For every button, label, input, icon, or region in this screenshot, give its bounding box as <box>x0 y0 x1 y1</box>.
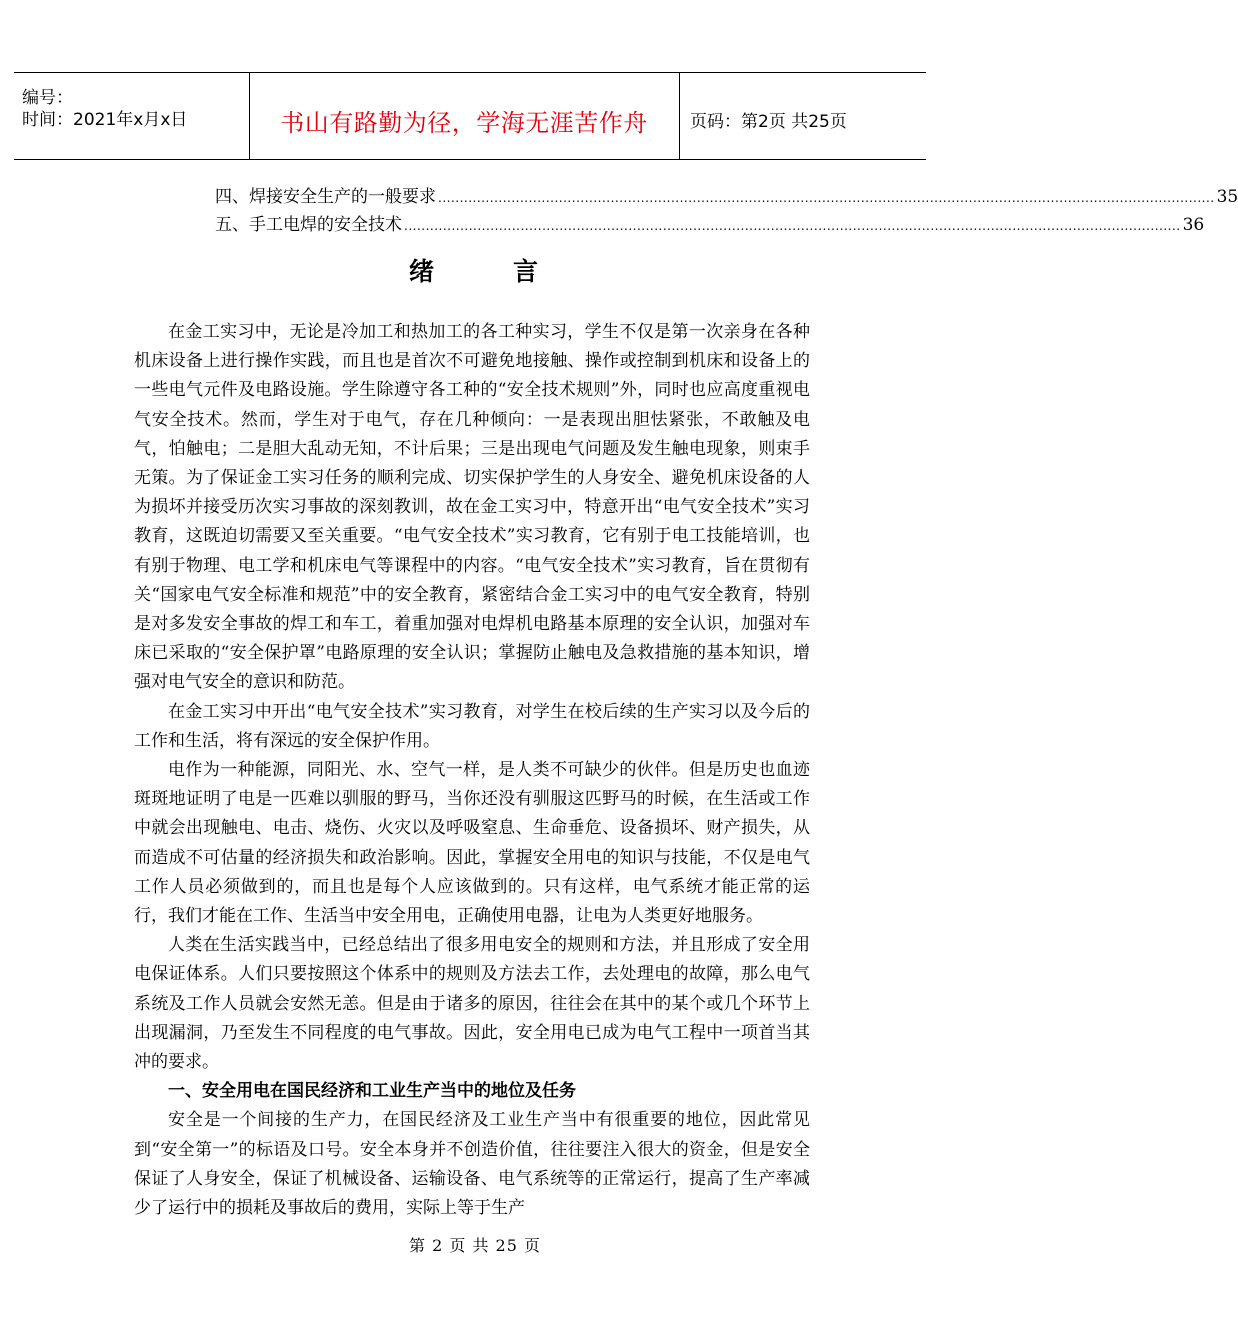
title-char-1: 绪 <box>408 257 437 286</box>
title-char-2: 言 <box>513 257 542 286</box>
header-motto: 书山有路勤为径，学海无涯苦作舟 <box>280 109 648 137</box>
toc-leader-dots: .................................................................................................................................................................................... <box>438 191 1215 205</box>
paragraph: 安全是一个间接的生产力，在国民经济及工业生产当中有很重要的地位，因此常见到“安全第一”的标语及口号。安全本身并不创造价值，往往要注入很大的资金，但是安全保证了人身安全，保证了机械设备、运输设备、电气系统等的正常运行，提高了生产率减少了运行中的损耗及事故后的费用，实际上等于生产 <box>134 1110 810 1219</box>
body-text <box>134 318 810 1223</box>
toc-entry[interactable] <box>215 186 1238 209</box>
toc-leader-dots: .................................................................................................................................................................................... <box>404 219 1181 233</box>
paragraph: 在金工实习中，无论是冷加工和热加工的各工种实习，学生不仅是第一次亲身在各种机床设备上进行操作实践，而且也是首次不可避免地接触、操作或控制到机床和设备上的一些电气元件及电路设施。学生除遵守各工种的“安全技术规则”外，同时也应高度重视电气安全技术。然而，学生对于电气，存在几种倾向：一是表现出胆怯紧张，不敢触及电气，怕触电；二是胆大乱动无知，不计后果；三是出现电气问题及发生触电现象，则束手无策。为了保证金工实习任务的顺利完成、切实保护学生的人身安全、避免机床设备的人为损坏并接受历次实习事故的深刻教训，故在金工实习中，特意开出“电气安全技术”实习教育，这既迫切需要又至关重要。“电气安全技术”实习教育，它有别于电工技能培训，也有别于物理、电工学和机床电气等课程中的内容。“电气安全技术”实习教育，旨在贯彻有关“国家电气安全标准和规范”中的安全教育，紧密结合金工实习中的电气安全教育，特别是对多发安全事故的焊工和车工，着重加强对电焊机电路基本原理的安全认识，加强对车床已采取的“安全保护罩”电路原理的安全认识；掌握防止触电及急救措施的基本知识，增强对电气安全的意识和防范。 <box>134 322 810 693</box>
header-page-number: 页码：第2页 共25页 <box>690 112 847 132</box>
toc-entry-title: 四、焊接安全生产的一般要求 <box>215 187 436 207</box>
page-header <box>14 72 926 160</box>
section-heading: 一、安全用电在国民经济和工业生产当中的地位及任务 <box>168 1081 576 1102</box>
document-number-label: 编号： <box>22 88 73 108</box>
section-title <box>0 252 950 288</box>
header-motto-cell <box>249 73 680 159</box>
toc-entry-page: 35 <box>1216 187 1238 207</box>
page-footer: 第 2 页 共 25 页 <box>409 1236 541 1255</box>
toc-entry[interactable] <box>215 214 1205 237</box>
toc-entry-title: 五、手工电焊的安全技术 <box>215 215 402 235</box>
toc-entry-page: 36 <box>1182 215 1205 235</box>
header-page-cell <box>680 73 926 159</box>
document-time-label: 时间：2021年x月x日 <box>22 110 188 130</box>
paragraph: 在金工实习中开出“电气安全技术”实习教育，对学生在校后续的生产实习以及今后的工作和生活，将有深远的安全保护作用。 <box>134 701 810 751</box>
paragraph: 电作为一种能源，同阳光、水、空气一样，是人类不可缺少的伙伴。但是历史也血迹斑斑地证明了电是一匹难以驯服的野马，当你还没有驯服这匹野马的时候，在生活或工作中就会出现触电、电击、烧伤、火灾以及呼吸窒息、生命垂危、设备损坏、财产损失，从而造成不可估量的经济损失和政治影响。因此，掌握安全用电的知识与技能，不仅是电气工作人员必须做到的，而且也是每个人应该做到的。只有这样，电气系统才能正常的运行，我们才能在工作、生活当中安全用电，正确使用电器，让电为人类更好地服务。 <box>134 760 810 927</box>
header-info-cell <box>14 73 250 159</box>
paragraph: 人类在生活实践当中，已经总结出了很多用电安全的规则和方法，并且形成了安全用电保证体系。人们只要按照这个体系中的规则及方法去工作，去处理电的故障，那么电气系统及工作人员就会安然无恙。但是由于诸多的原因，往往会在其中的某个或几个环节上出现漏洞，乃至发生不同程度的电气事故。因此，安全用电已成为电气工程中一项首当其冲的要求。 <box>134 935 810 1073</box>
